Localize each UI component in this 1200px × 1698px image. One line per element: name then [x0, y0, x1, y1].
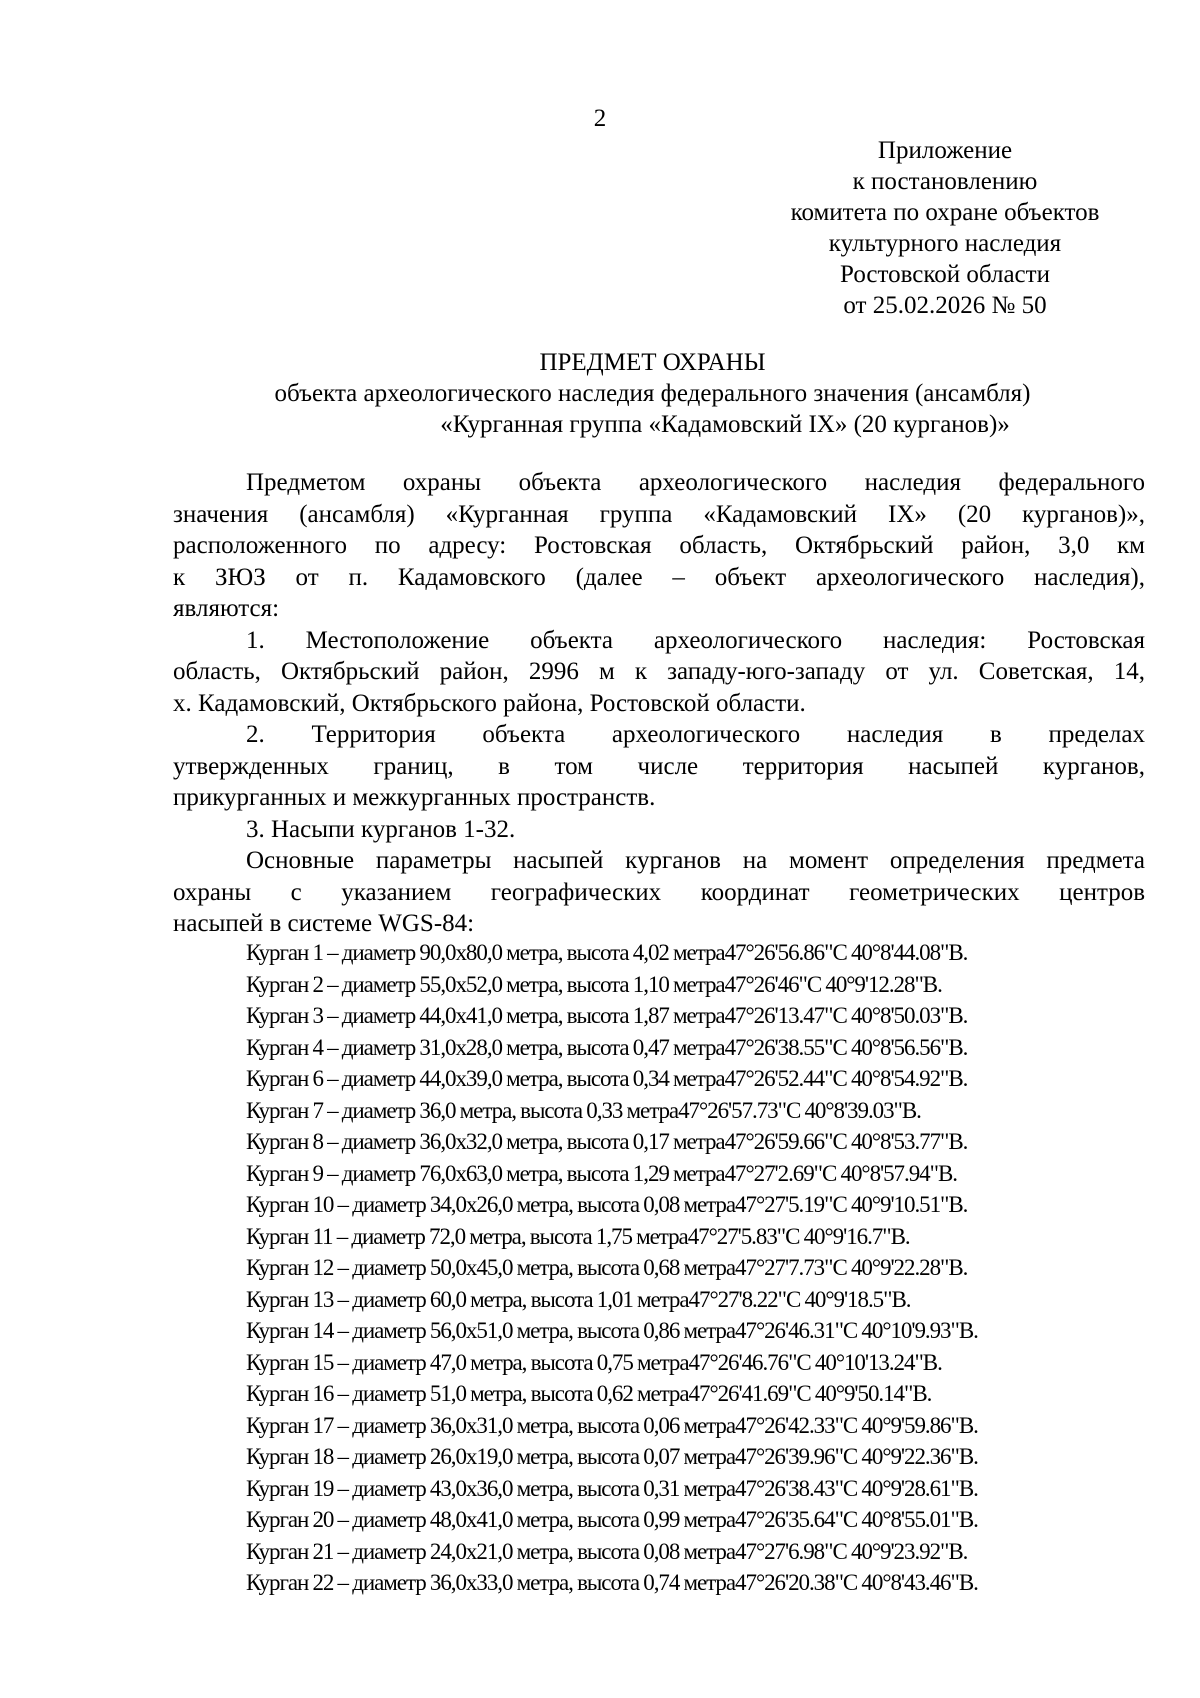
appendix-line: культурного наследия — [828, 230, 1062, 257]
kurgan-entry: Курган 11 – диаметр 72,0 метра, высота 1,75 метра47°27'5.83"С 40°9'16.7"В. — [246, 1223, 910, 1249]
text-line: к ЗЮЗ от п. Кадамовского (далее – объект археологического наследия), — [173, 563, 1145, 591]
kurgan-entry: Курган 4 – диаметр 31,0х28,0 метра, высота 0,47 метра47°26'38.55"С 40°8'56.56"В. — [246, 1034, 968, 1060]
kurgan-entry: Курган 3 – диаметр 44,0х41,0 метра, высота 1,87 метра47°26'13.47"С 40°8'50.03"В. — [246, 1003, 968, 1028]
kurgan-entry: Курган 9 – диаметр 76,0х63,0 метра, высота 1,29 метра47°27'2.69"С 40°8'57.94"В. — [246, 1160, 957, 1186]
text-line: 2. Территория объекта археологического наследия в пределах — [246, 721, 1145, 748]
appendix-header — [745, 135, 1145, 321]
kurgan-entry: Курган 19 – диаметр 43,0х36,0 метра, высота 0,31 метра47°26'38.43"С 40°9'28.61"В. — [246, 1475, 978, 1501]
text-line: являются: — [173, 595, 280, 622]
text-line: значения (ансамбля) «Курганная группа «Кадамовский IX» (20 курганов)», — [173, 500, 1145, 528]
text-line: область, Октябрьский район, 2996 м к западу-юго-западу от ул. Советская, 14, — [173, 658, 1145, 685]
paragraph-territory — [173, 719, 1145, 814]
text-line: Основные параметры насыпей курганов на момент определения предмета — [246, 847, 1145, 874]
kurgan-entry: Курган 20 – диаметр 48,0х41,0 метра, высота 0,99 метра47°26'35.64"С 40°8'55.01"В. — [246, 1507, 978, 1532]
kurgan-entry: Курган 12 – диаметр 50,0х45,0 метра, высота 0,68 метра47°27'7.73"С 40°9'22.28"В. — [246, 1255, 968, 1280]
document-title — [160, 347, 1145, 440]
text-line: насыпей в системе WGS-84: — [173, 910, 475, 937]
title-main: ПРЕДМЕТ ОХРАНЫ — [539, 349, 766, 376]
document-body — [173, 467, 1145, 940]
kurgan-entry: Курган 15 – диаметр 47,0 метра, высота 0,75 метра47°26'46.76"С 40°10'13.24"В. — [246, 1349, 942, 1375]
appendix-line: комитета по охране объектов — [790, 199, 1100, 226]
paragraph-mounds — [173, 814, 1145, 846]
text-line: 3. Насыпи курганов 1-32. — [246, 815, 516, 843]
text-line: охраны с указанием географических координат геометрических центров — [173, 878, 1145, 906]
text-line: Предметом охраны объекта археологического наследия федерального — [246, 469, 1145, 496]
appendix-line: к постановлению — [852, 168, 1038, 195]
text-line: х. Кадамовский, Октябрьского района, Ростовской области. — [173, 689, 806, 717]
kurgan-entry: Курган 8 – диаметр 36,0х32,0 метра, высота 0,17 метра47°26'59.66"С 40°8'53.77"В. — [246, 1129, 968, 1154]
kurgan-list — [246, 937, 1146, 1599]
text-line: утвержденных границ, в том числе территория насыпей курганов, — [173, 752, 1145, 780]
kurgan-entry: Курган 22 – диаметр 36,0х33,0 метра, высота 0,74 метра47°26'20.38"С 40°8'43.46"В. — [246, 1570, 978, 1595]
kurgan-entry: Курган 13 – диаметр 60,0 метра, высота 1,01 метра47°27'8.22"С 40°9'18.5"В. — [246, 1286, 911, 1312]
kurgan-entry: Курган 6 – диаметр 44,0х39,0 метра, высота 0,34 метра47°26'52.44"С 40°8'54.92"В. — [246, 1066, 968, 1091]
kurgan-entry: Курган 2 – диаметр 55,0х52,0 метра, высота 1,10 метра47°26'46"С 40°9'12.28"В. — [246, 971, 942, 997]
kurgan-entry: Курган 14 – диаметр 56,0х51,0 метра, высота 0,86 метра47°26'46.31"С 40°10'9.93"В. — [246, 1318, 978, 1343]
kurgan-entry: Курган 7 – диаметр 36,0 метра, высота 0,33 метра47°26'57.73"С 40°8'39.03"В. — [246, 1097, 921, 1123]
page-number: 2 — [593, 105, 607, 132]
title-subtitle: объекта археологического наследия федерального значения (ансамбля) — [274, 380, 1031, 407]
appendix-date-line: от 25.02.2026 № 50 — [843, 292, 1047, 319]
kurgan-entry: Курган 17 – диаметр 36,0х31,0 метра, высота 0,06 метра47°26'42.33"С 40°9'59.86"В. — [246, 1412, 978, 1438]
kurgan-entry: Курган 18 – диаметр 26,0х19,0 метра, высота 0,07 метра47°26'39.96"С 40°9'22.36"В. — [246, 1444, 978, 1469]
kurgan-entry: Курган 21 – диаметр 24,0х21,0 метра, высота 0,08 метра47°27'6.98"С 40°9'23.92"В. — [246, 1538, 968, 1564]
appendix-line: Приложение — [877, 137, 1013, 164]
text-line: прикурганных и межкурганных пространств. — [173, 784, 656, 811]
kurgan-entry: Курган 16 – диаметр 51,0 метра, высота 0,62 метра47°26'41.69"С 40°9'50.14"В. — [246, 1381, 932, 1406]
paragraph-parameters — [173, 845, 1145, 940]
paragraph-location — [173, 625, 1145, 720]
text-line: расположенного по адресу: Ростовская область, Октябрьский район, 3,0 км — [173, 532, 1145, 559]
text-line: 1. Местоположение объекта археологического наследия: Ростовская — [246, 626, 1145, 654]
kurgan-entry: Курган 10 – диаметр 34,0х26,0 метра, высота 0,08 метра47°27'5.19"С 40°9'10.51"В. — [246, 1192, 968, 1217]
appendix-line: Ростовской области — [840, 261, 1050, 288]
title-object-name: «Курганная группа «Кадамовский IX» (20 курганов)» — [440, 411, 1010, 438]
kurgan-entry: Курган 1 – диаметр 90,0х80,0 метра, высота 4,02 метра47°26'56.86"С 40°8'44.08"В. — [246, 940, 968, 965]
paragraph-intro — [173, 467, 1145, 625]
